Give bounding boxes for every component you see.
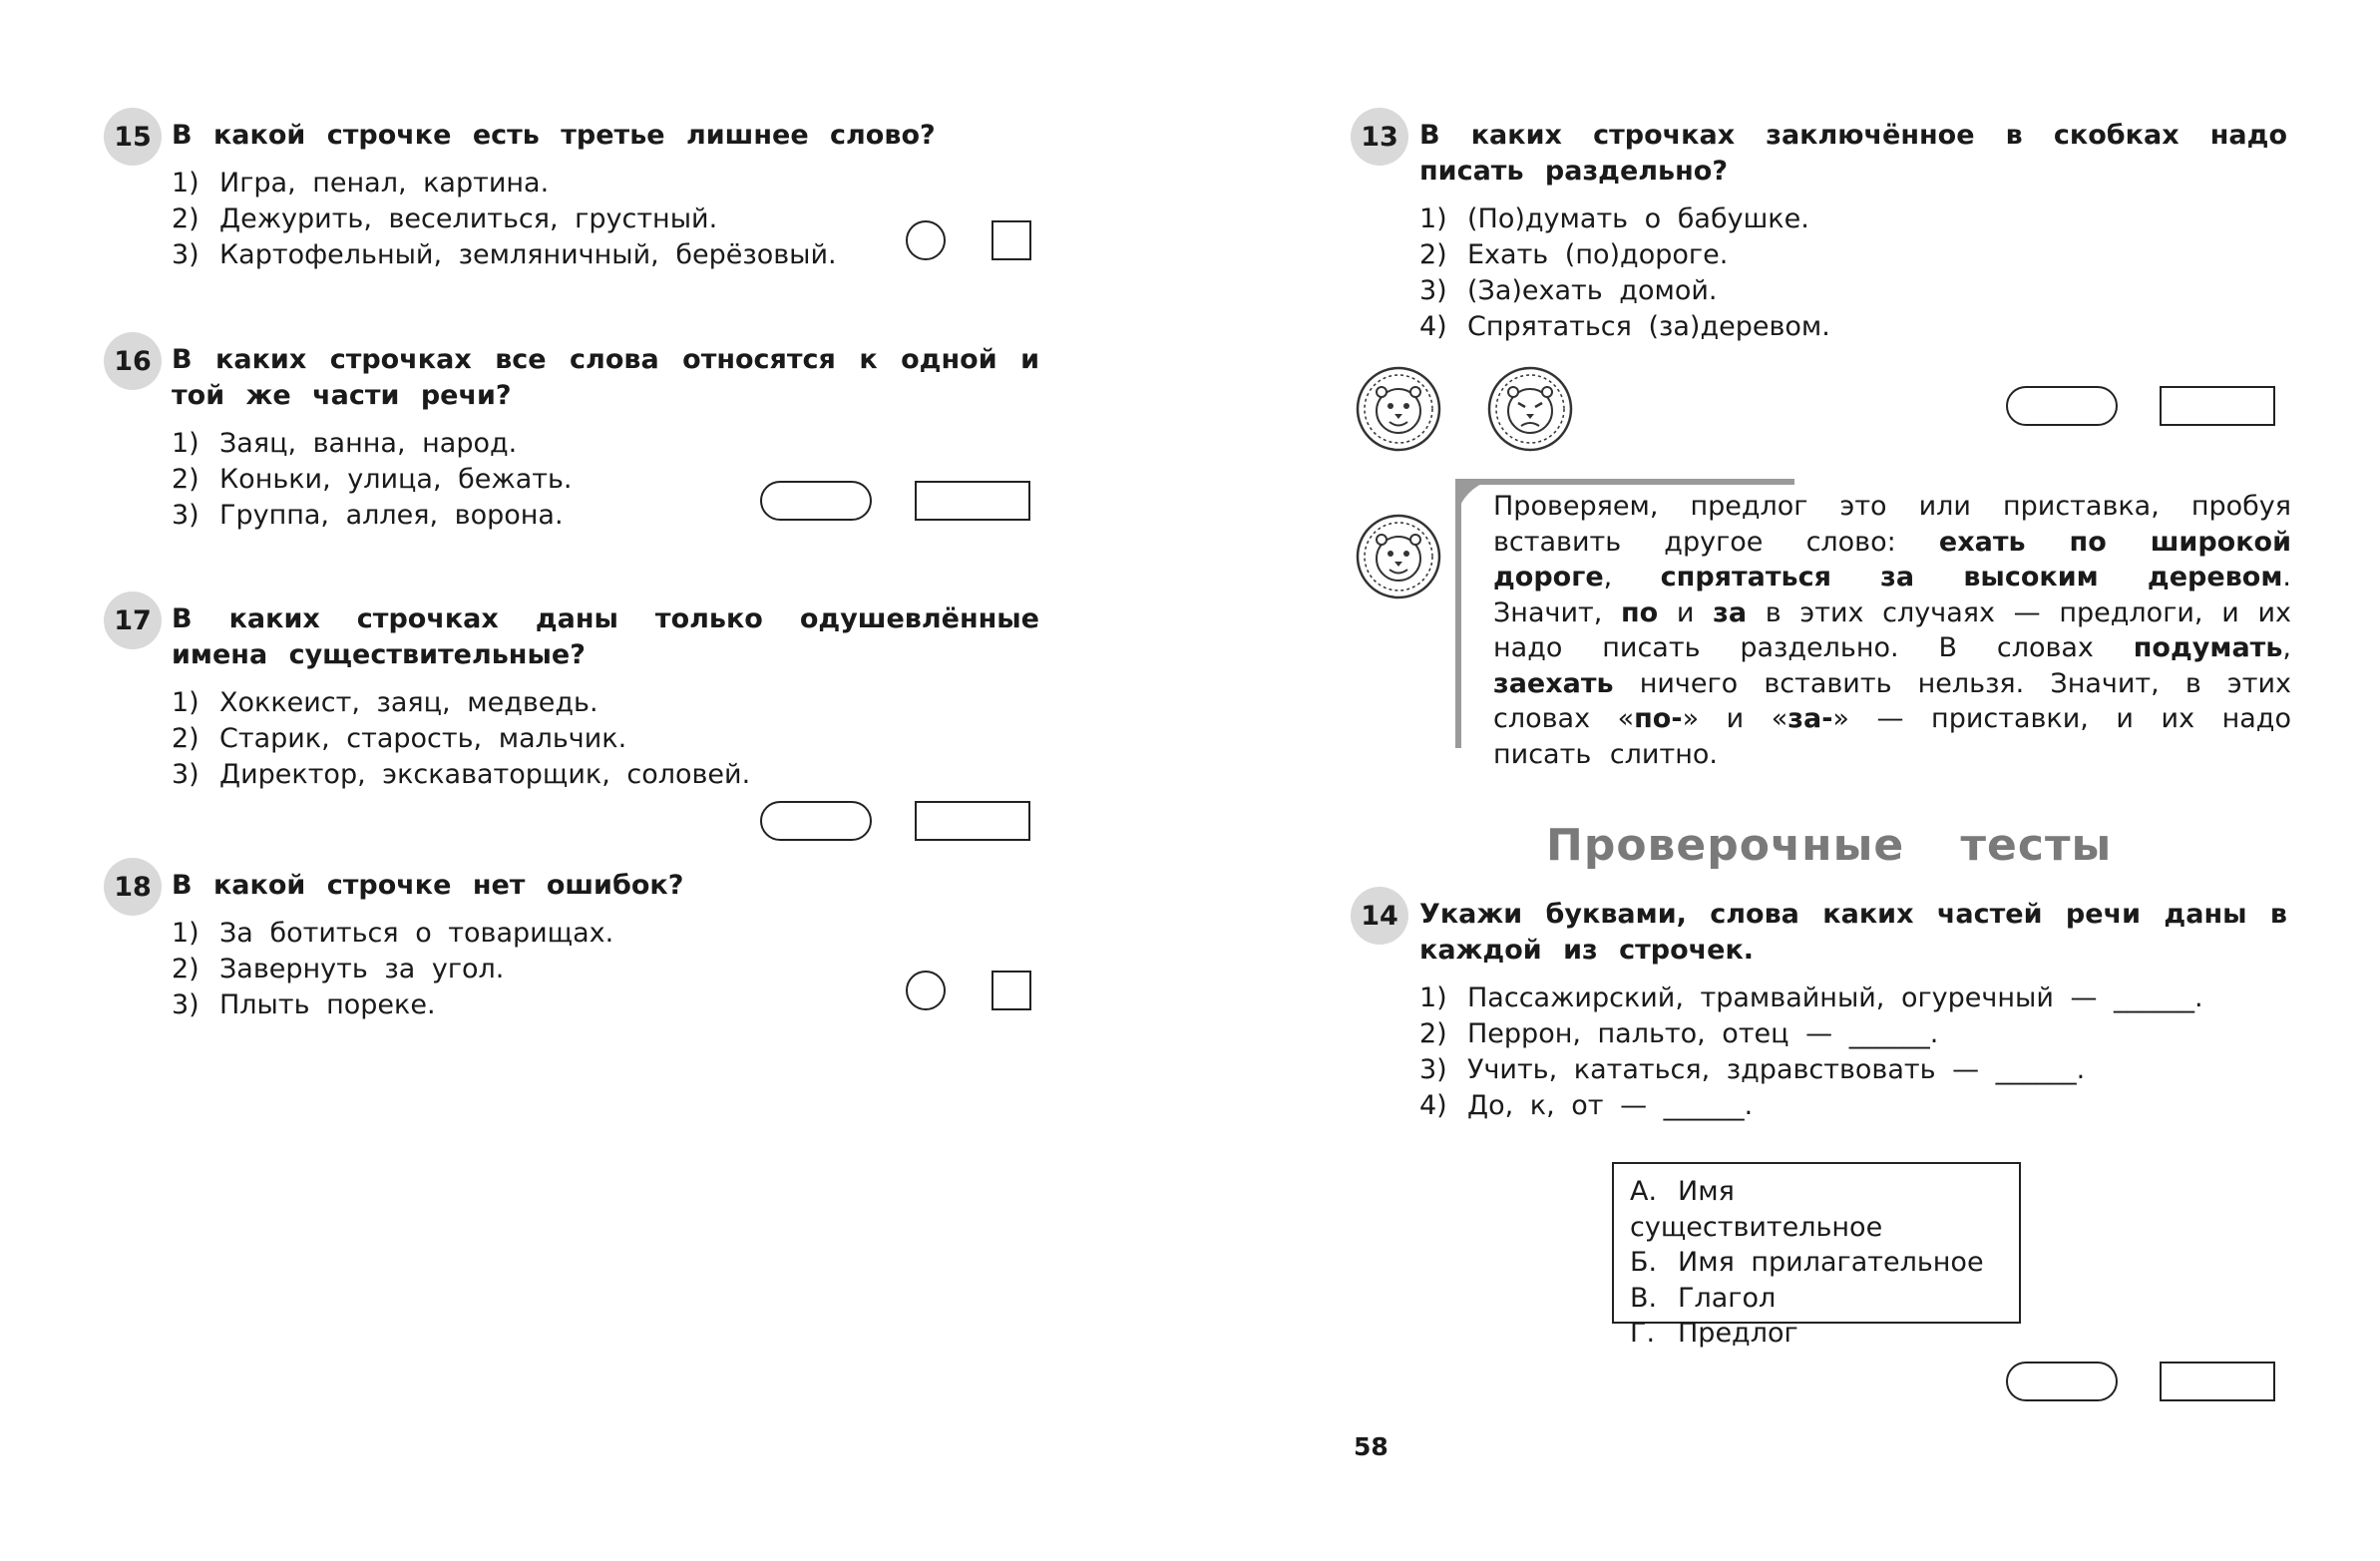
option-row [172, 685, 750, 721]
option-number: 3) [172, 759, 199, 790]
option-row [172, 201, 837, 237]
option-number: 2) [1419, 239, 1447, 270]
hint-span: ничего вставить нельзя. Значит, в этих словах « [1493, 667, 2291, 734]
option-text: Завернуть за угол. [219, 954, 505, 984]
option-number: 4) [1419, 1090, 1447, 1121]
hint-bold: за- [1787, 703, 1833, 734]
option-text: Картофельный, земляничный, берёзовый. [219, 239, 837, 270]
option-number: 4) [1419, 311, 1447, 342]
hint-span: , [2282, 632, 2291, 663]
option-number: 1) [172, 687, 199, 718]
legend-text: Глагол [1678, 1282, 1777, 1314]
legend-text: Имя прилагательное [1678, 1247, 1984, 1278]
lion-sad-icon [1487, 366, 1573, 452]
answer-box-18[interactable] [992, 971, 1031, 1010]
legend-letter: Б. [1630, 1247, 1658, 1278]
option-row [1419, 1016, 2203, 1052]
question-text-13: В каких строчках заключённое в скобках надо писать раздельно? [1419, 120, 2287, 187]
section-title: Проверочные тесты [1546, 820, 2113, 871]
legend-item [1630, 1174, 2003, 1245]
option-text: Ехать (по)дороге. [1467, 239, 1729, 270]
option-text: Плыть пореке. [219, 989, 436, 1020]
option-number: 2) [172, 954, 199, 984]
option-row [1419, 309, 1830, 345]
option-row [172, 426, 573, 462]
option-row [172, 721, 750, 757]
option-text: Учить, кататься, здравствовать — ______. [1467, 1054, 2086, 1085]
hint-bold: по- [1634, 703, 1683, 734]
legend-letter: А. [1630, 1176, 1658, 1207]
option-text: Директор, экскаваторщик, соловей. [219, 759, 751, 790]
option-row [172, 498, 573, 534]
option-row [172, 166, 837, 201]
option-row [172, 462, 573, 498]
answer-rect-16[interactable] [915, 481, 1030, 521]
hint-span: » — приставки, и их надо писать слитно. [1493, 703, 2291, 770]
option-number: 2) [172, 464, 199, 495]
question-number-15: 15 [104, 108, 162, 166]
hint-corner [1455, 479, 1495, 519]
legend-text: Имя существительное [1630, 1176, 1883, 1243]
option-text: Старик, старость, мальчик. [219, 723, 627, 754]
option-text: За ботиться о товарищах. [219, 918, 614, 949]
option-number: 3) [1419, 1054, 1447, 1085]
hint-bold: по [1621, 596, 1659, 628]
option-number: 1) [172, 428, 199, 459]
options-13 [1419, 201, 1830, 345]
option-number: 3) [172, 989, 199, 1020]
answer-rect-14[interactable] [2160, 1362, 2275, 1401]
answer-box-15[interactable] [992, 220, 1031, 260]
option-row [172, 237, 837, 273]
question-number-13: 13 [1351, 108, 1408, 166]
option-number: 3) [1419, 275, 1447, 306]
option-text: Спрятаться (за)деревом. [1467, 311, 1830, 342]
hint-span: , [1603, 562, 1661, 592]
option-text: Перрон, пальто, отец — ______. [1467, 1018, 1939, 1049]
option-row [1419, 201, 1830, 237]
option-text: (За)ехать домой. [1467, 275, 1718, 306]
option-row [1419, 1088, 2203, 1124]
answer-oval-16[interactable] [760, 481, 872, 521]
option-number: 1) [172, 168, 199, 198]
option-row [172, 916, 613, 952]
legend-letter: В. [1630, 1282, 1658, 1314]
option-number: 1) [1419, 203, 1447, 234]
legend-item [1630, 1281, 2003, 1317]
option-number: 2) [1419, 1018, 1447, 1049]
option-row [1419, 237, 1830, 273]
options-18 [172, 916, 613, 1023]
option-row [172, 952, 613, 987]
question-number-17: 17 [104, 591, 162, 649]
hint-bold: за [1713, 596, 1748, 628]
option-text: Заяц, ванна, народ. [219, 428, 518, 459]
hint-span: . Значит, [1493, 562, 2291, 628]
question-text-15: В какой строчке есть третье лишнее слово? [172, 120, 936, 151]
option-text: До, к, от — ______. [1467, 1090, 1754, 1121]
option-text: Игра, пенал, картина. [219, 168, 550, 198]
hint-span: в этих случаях — предлоги, и их надо писать раздельно. В словах [1493, 596, 2291, 663]
lion-hint-icon [1356, 514, 1441, 599]
answer-oval-17[interactable] [760, 801, 872, 841]
legend-item [1630, 1245, 2003, 1281]
question-text-14: Укажи буквами, слова каких частей речи даны в каждой из строчек. [1419, 899, 2287, 966]
legend-box [1612, 1162, 2021, 1349]
options-17 [172, 685, 750, 793]
option-number: 1) [1419, 982, 1447, 1013]
legend-text: Предлог [1678, 1318, 1798, 1349]
legend-item [1630, 1316, 2003, 1352]
option-row [1419, 980, 2203, 1016]
question-text-18: В какой строчке нет ошибок? [172, 870, 684, 901]
option-row [172, 987, 613, 1023]
option-text: Пассажирский, трамвайный, огуречный — ______. [1467, 982, 2203, 1013]
option-number: 2) [172, 723, 199, 754]
hint-border-top [1455, 479, 1794, 485]
hint-text [1493, 489, 2291, 772]
hint-border-left [1455, 479, 1461, 748]
options-15 [172, 166, 837, 273]
answer-rect-17[interactable] [915, 801, 1030, 841]
hint-span: и [1658, 596, 1714, 628]
lion-happy-icon [1356, 366, 1441, 452]
hint-bold: ехать по широкой дороге [1493, 526, 2291, 592]
question-text-17: В каких строчках даны только одушевлённые имена существительные? [172, 603, 1039, 670]
option-text: Группа, аллея, ворона. [219, 500, 564, 531]
option-number: 1) [172, 918, 199, 949]
answer-circle-18[interactable] [906, 971, 946, 1010]
option-text: Хоккеист, заяц, медведь. [219, 687, 598, 718]
option-number: 3) [172, 500, 199, 531]
hint-bold: заехать [1493, 667, 1614, 699]
options-14 [1419, 980, 2203, 1124]
option-text: Коньки, улица, бежать. [219, 464, 573, 495]
hint-span: Проверяем, предлог это или приставка, пробуя вставить другое слово: [1493, 491, 2291, 558]
question-number-16: 16 [104, 332, 162, 390]
hint-span: » и « [1682, 703, 1788, 734]
option-text: Дежурить, веселиться, грустный. [219, 203, 718, 234]
option-number: 2) [172, 203, 199, 234]
option-row [1419, 1052, 2203, 1088]
hint-bold: спрятаться за высоким деревом [1660, 562, 2283, 592]
answer-rect-13[interactable] [2160, 386, 2275, 426]
option-number: 3) [172, 239, 199, 270]
answer-oval-13[interactable] [2006, 386, 2118, 426]
answer-circle-15[interactable] [906, 220, 946, 260]
answer-oval-14[interactable] [2006, 1362, 2118, 1401]
hint-bold: подумать [2133, 632, 2283, 663]
options-16 [172, 426, 573, 534]
question-text-16: В каких строчках все слова относятся к одной и той же части речи? [172, 344, 1039, 411]
page-number: 58 [1354, 1432, 1388, 1461]
option-text: (По)думать о бабушке. [1467, 203, 1809, 234]
option-row [1419, 273, 1830, 309]
option-row [172, 757, 750, 793]
legend-letter: Г. [1630, 1318, 1656, 1349]
question-number-14: 14 [1351, 887, 1408, 945]
question-number-18: 18 [104, 858, 162, 916]
